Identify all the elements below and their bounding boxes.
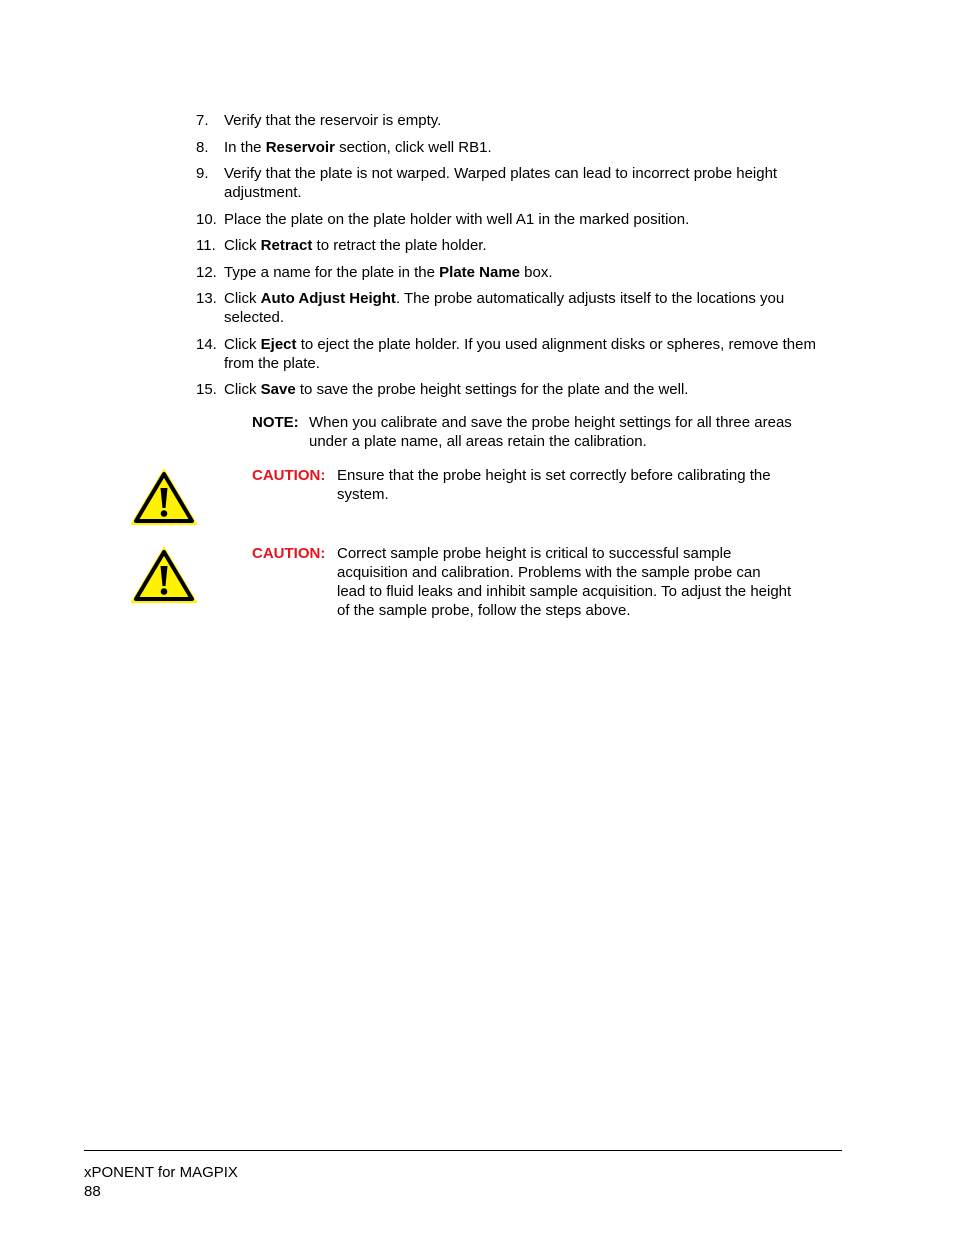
step-10 (196, 210, 846, 229)
warning-triangle-icon (130, 468, 198, 526)
step-number: 7. (196, 112, 209, 129)
step-8 (196, 138, 846, 157)
step-13 (196, 289, 846, 327)
caution-block (252, 466, 792, 504)
note-text: When you calibrate and save the probe height settings for all three areas under a plate name, all areas retain the calibration. (309, 414, 792, 450)
step-text: Verify that the plate is not warped. Warped plates can lead to incorrect probe height adjustment. (224, 165, 778, 201)
step-text: Click Retract to retract the plate holder. (224, 237, 487, 254)
ui-term-eject: Eject (260, 335, 297, 353)
note-label: NOTE: (252, 414, 299, 431)
step-15 (196, 380, 846, 399)
note-block (252, 413, 792, 451)
step-number: 15. (196, 381, 217, 398)
ui-term-retract: Retract (260, 237, 313, 254)
step-9 (196, 164, 846, 202)
step-7 (196, 111, 846, 130)
step-number: 12. (196, 263, 217, 281)
step-number: 11. (196, 237, 216, 254)
warning-triangle-icon (130, 546, 198, 604)
step-text: Verify that the reservoir is empty. (224, 112, 442, 129)
footer-divider (84, 1150, 842, 1151)
step-text: Click Auto Adjust Height. The probe automatically adjusts itself to the locations you selected. (224, 290, 785, 326)
step-12 (196, 263, 846, 282)
procedure-steps (196, 111, 846, 407)
step-number: 10. (196, 210, 217, 228)
caution-block (252, 544, 792, 620)
step-number: 8. (196, 138, 209, 156)
ui-term-auto-adjust-height: Auto Adjust Height (260, 290, 396, 307)
ui-term-plate-name: Plate Name (439, 263, 521, 281)
step-text: Type a name for the plate in the Plate Name box. (224, 263, 553, 281)
step-14 (196, 335, 846, 373)
step-text: Place the plate on the plate holder with well A1 in the marked position. (224, 210, 690, 228)
step-11 (196, 236, 846, 255)
caution-text: Correct sample probe height is critical to successful sample acquisition and calibration. Problems with the sample probe can lead to fluid leaks and inhibit sample acquisition. To adjust the height of the sample probe, follow the steps above. (337, 545, 792, 619)
caution-label: CAUTION: (252, 545, 326, 562)
step-number: 14. (196, 335, 217, 353)
step-text: In the Reservoir section, click well RB1. (224, 138, 492, 156)
ui-term-save: Save (260, 381, 296, 398)
step-text: Click Eject to eject the plate holder. If you used alignment disks or spheres, remove them from the plate. (224, 335, 816, 372)
caution-label: CAUTION: (252, 467, 326, 484)
footer-product: xPONENT for MAGPIX (84, 1164, 238, 1181)
step-number: 13. (196, 290, 217, 307)
page-footer (84, 1163, 238, 1201)
step-text: Click Save to save the probe height settings for the plate and the well. (224, 381, 689, 398)
footer-page-number: 88 (84, 1183, 101, 1200)
ui-term-reservoir: Reservoir (265, 138, 335, 156)
caution-text: Ensure that the probe height is set correctly before calibrating the system. (337, 467, 771, 503)
step-number: 9. (196, 165, 209, 182)
